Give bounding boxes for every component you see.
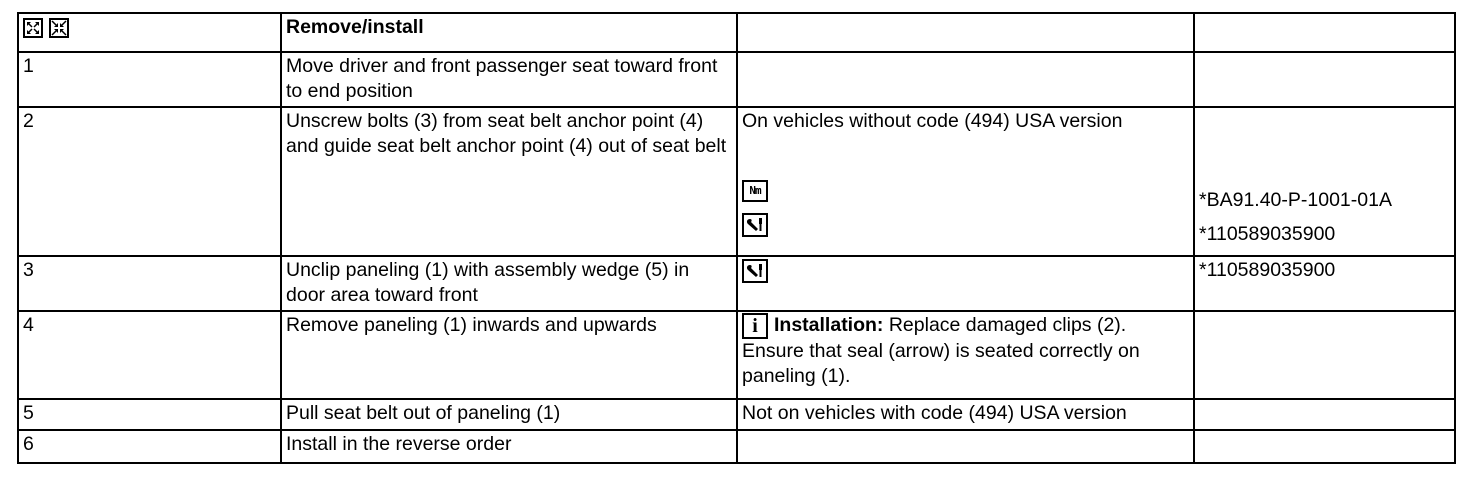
tool-reference[interactable]: *110589035900 bbox=[1194, 256, 1455, 311]
step-reference bbox=[1194, 399, 1455, 430]
table-row bbox=[18, 256, 1455, 311]
expand-all-icon[interactable] bbox=[23, 18, 43, 38]
torque-reference[interactable]: *BA91.40-P-1001-01A bbox=[1199, 189, 1392, 211]
step-action: Install in the reverse order bbox=[281, 430, 737, 463]
header-empty-3 bbox=[737, 13, 1194, 52]
step-action: Move driver and front passenger seat toward front to end position bbox=[281, 52, 737, 107]
info-icon: i bbox=[742, 313, 768, 339]
step-note bbox=[737, 430, 1194, 463]
step-action: Unscrew bolts (3) from seat belt anchor point (4) and guide seat belt anchor point (4) out of seat belt bbox=[281, 107, 737, 256]
collapse-all-icon[interactable] bbox=[49, 18, 69, 38]
table-row bbox=[18, 399, 1455, 430]
step-number: 5 bbox=[18, 399, 281, 430]
table-row bbox=[18, 430, 1455, 463]
step-action: Unclip paneling (1) with assembly wedge (5) in door area toward front bbox=[281, 256, 737, 311]
step-reference bbox=[1194, 107, 1455, 256]
step-reference bbox=[1194, 52, 1455, 107]
step-action: Remove paneling (1) inwards and upwards bbox=[281, 311, 737, 399]
step-note-text: On vehicles without code (494) USA version bbox=[742, 110, 1123, 132]
special-tool-icon[interactable] bbox=[742, 213, 768, 237]
step-number: 3 bbox=[18, 256, 281, 311]
step-number: 6 bbox=[18, 430, 281, 463]
header-row bbox=[18, 13, 1455, 52]
header-title: Remove/install bbox=[281, 13, 737, 52]
step-action: Pull seat belt out of paneling (1) bbox=[281, 399, 737, 430]
step-note bbox=[737, 256, 1194, 311]
tool-reference[interactable]: *110589035900 bbox=[1199, 223, 1336, 245]
installation-text: Replace damaged clips (2). Ensure that seal (arrow) is seated correctly on paneling (1). bbox=[742, 314, 1140, 387]
step-number: 4 bbox=[18, 311, 281, 399]
step-reference bbox=[1194, 311, 1455, 399]
table-row bbox=[18, 107, 1455, 256]
procedure-table bbox=[17, 12, 1456, 464]
step-note bbox=[737, 52, 1194, 107]
step-note bbox=[737, 311, 1194, 399]
step-reference bbox=[1194, 430, 1455, 463]
header-empty-4 bbox=[1194, 13, 1455, 52]
torque-icon[interactable]: Nm bbox=[742, 180, 768, 202]
step-note bbox=[737, 107, 1194, 256]
step-number: 2 bbox=[18, 107, 281, 256]
table-row bbox=[18, 52, 1455, 107]
installation-label: Installation: bbox=[774, 314, 884, 336]
special-tool-icon[interactable] bbox=[742, 259, 768, 283]
header-icons-cell bbox=[18, 13, 281, 52]
step-number: 1 bbox=[18, 52, 281, 107]
table-row bbox=[18, 311, 1455, 399]
step-note: Not on vehicles with code (494) USA version bbox=[737, 399, 1194, 430]
